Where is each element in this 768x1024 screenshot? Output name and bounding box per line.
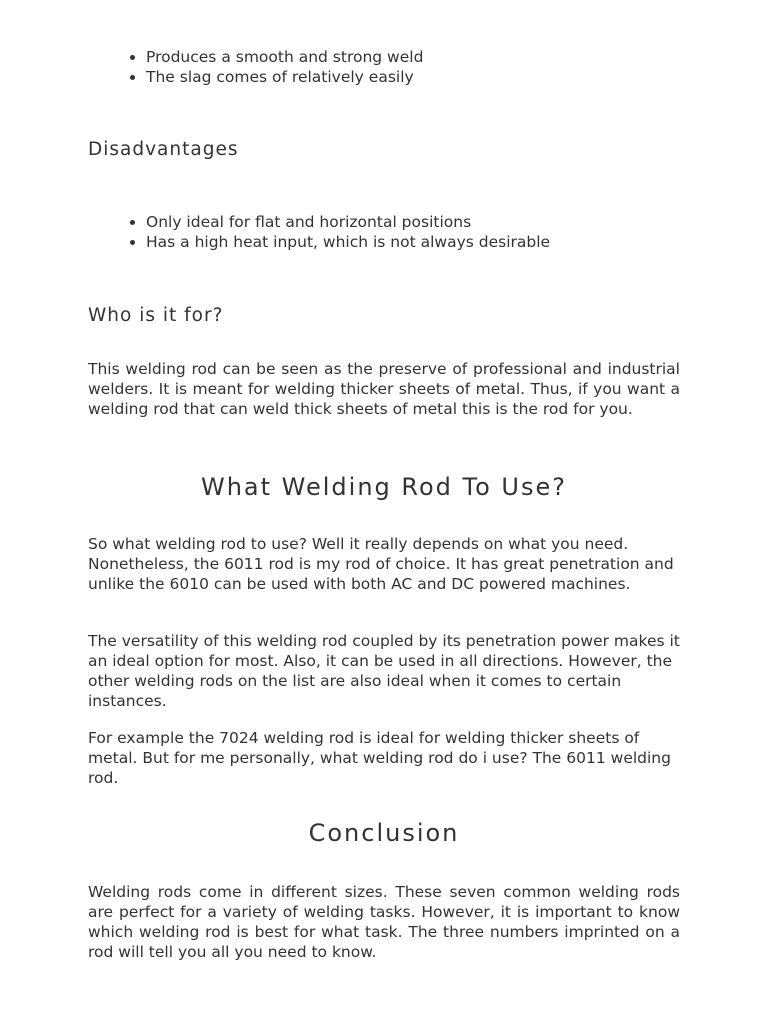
list-item: • Only ideal for flat and horizontal positions: [146, 212, 738, 232]
who-is-it-for-paragraph: This welding rod can be seen as the preserve of professional and industrial welders. It is meant for welding thicker sheets of metal. Thus, if you want a welding rod that can weld thick sheets of metal this is the rod for you.: [88, 360, 680, 418]
list-item: • The slag comes of relatively easily: [146, 67, 738, 87]
list-item: • Produces a smooth and strong weld: [146, 47, 738, 67]
what-welding-rod-heading: What Welding Rod To Use?: [200, 473, 568, 501]
conclusion-paragraph: Welding rods come in different sizes. These seven common welding rods are perfect for a variety of welding tasks. However, it is important to know which welding rod is best for what task. The three numbers imprinted on a rod will tell you all you need to know.: [88, 883, 680, 961]
what-rod-paragraph-3: For example the 7024 welding rod is ideal for welding thicker sheets of metal. But for me personally, what welding rod do i use? The 6011 welding rod.: [88, 729, 671, 787]
conclusion-heading: Conclusion: [308, 819, 460, 847]
disadvantages-list: [88, 212, 738, 252]
who-is-it-for-heading: Who is it for?: [88, 305, 224, 326]
disadvantages-heading: Disadvantages: [88, 139, 239, 160]
what-rod-paragraph-2: The versatility of this welding rod coupled by its penetration power makes it an ideal option for most. Also, it can be used in all directions. However, the other welding rods on the list are also ideal when it comes to certain instances.: [88, 632, 680, 710]
what-rod-paragraph-1: So what welding rod to use? Well it really depends on what you need. Nonetheless, the 6011 rod is my rod of choice. It has great penetration and unlike the 6010 can be used with both AC and DC powered machines.: [88, 535, 674, 593]
list-item: • Has a high heat input, which is not always desirable: [146, 232, 738, 252]
advantages-list: [88, 47, 738, 87]
